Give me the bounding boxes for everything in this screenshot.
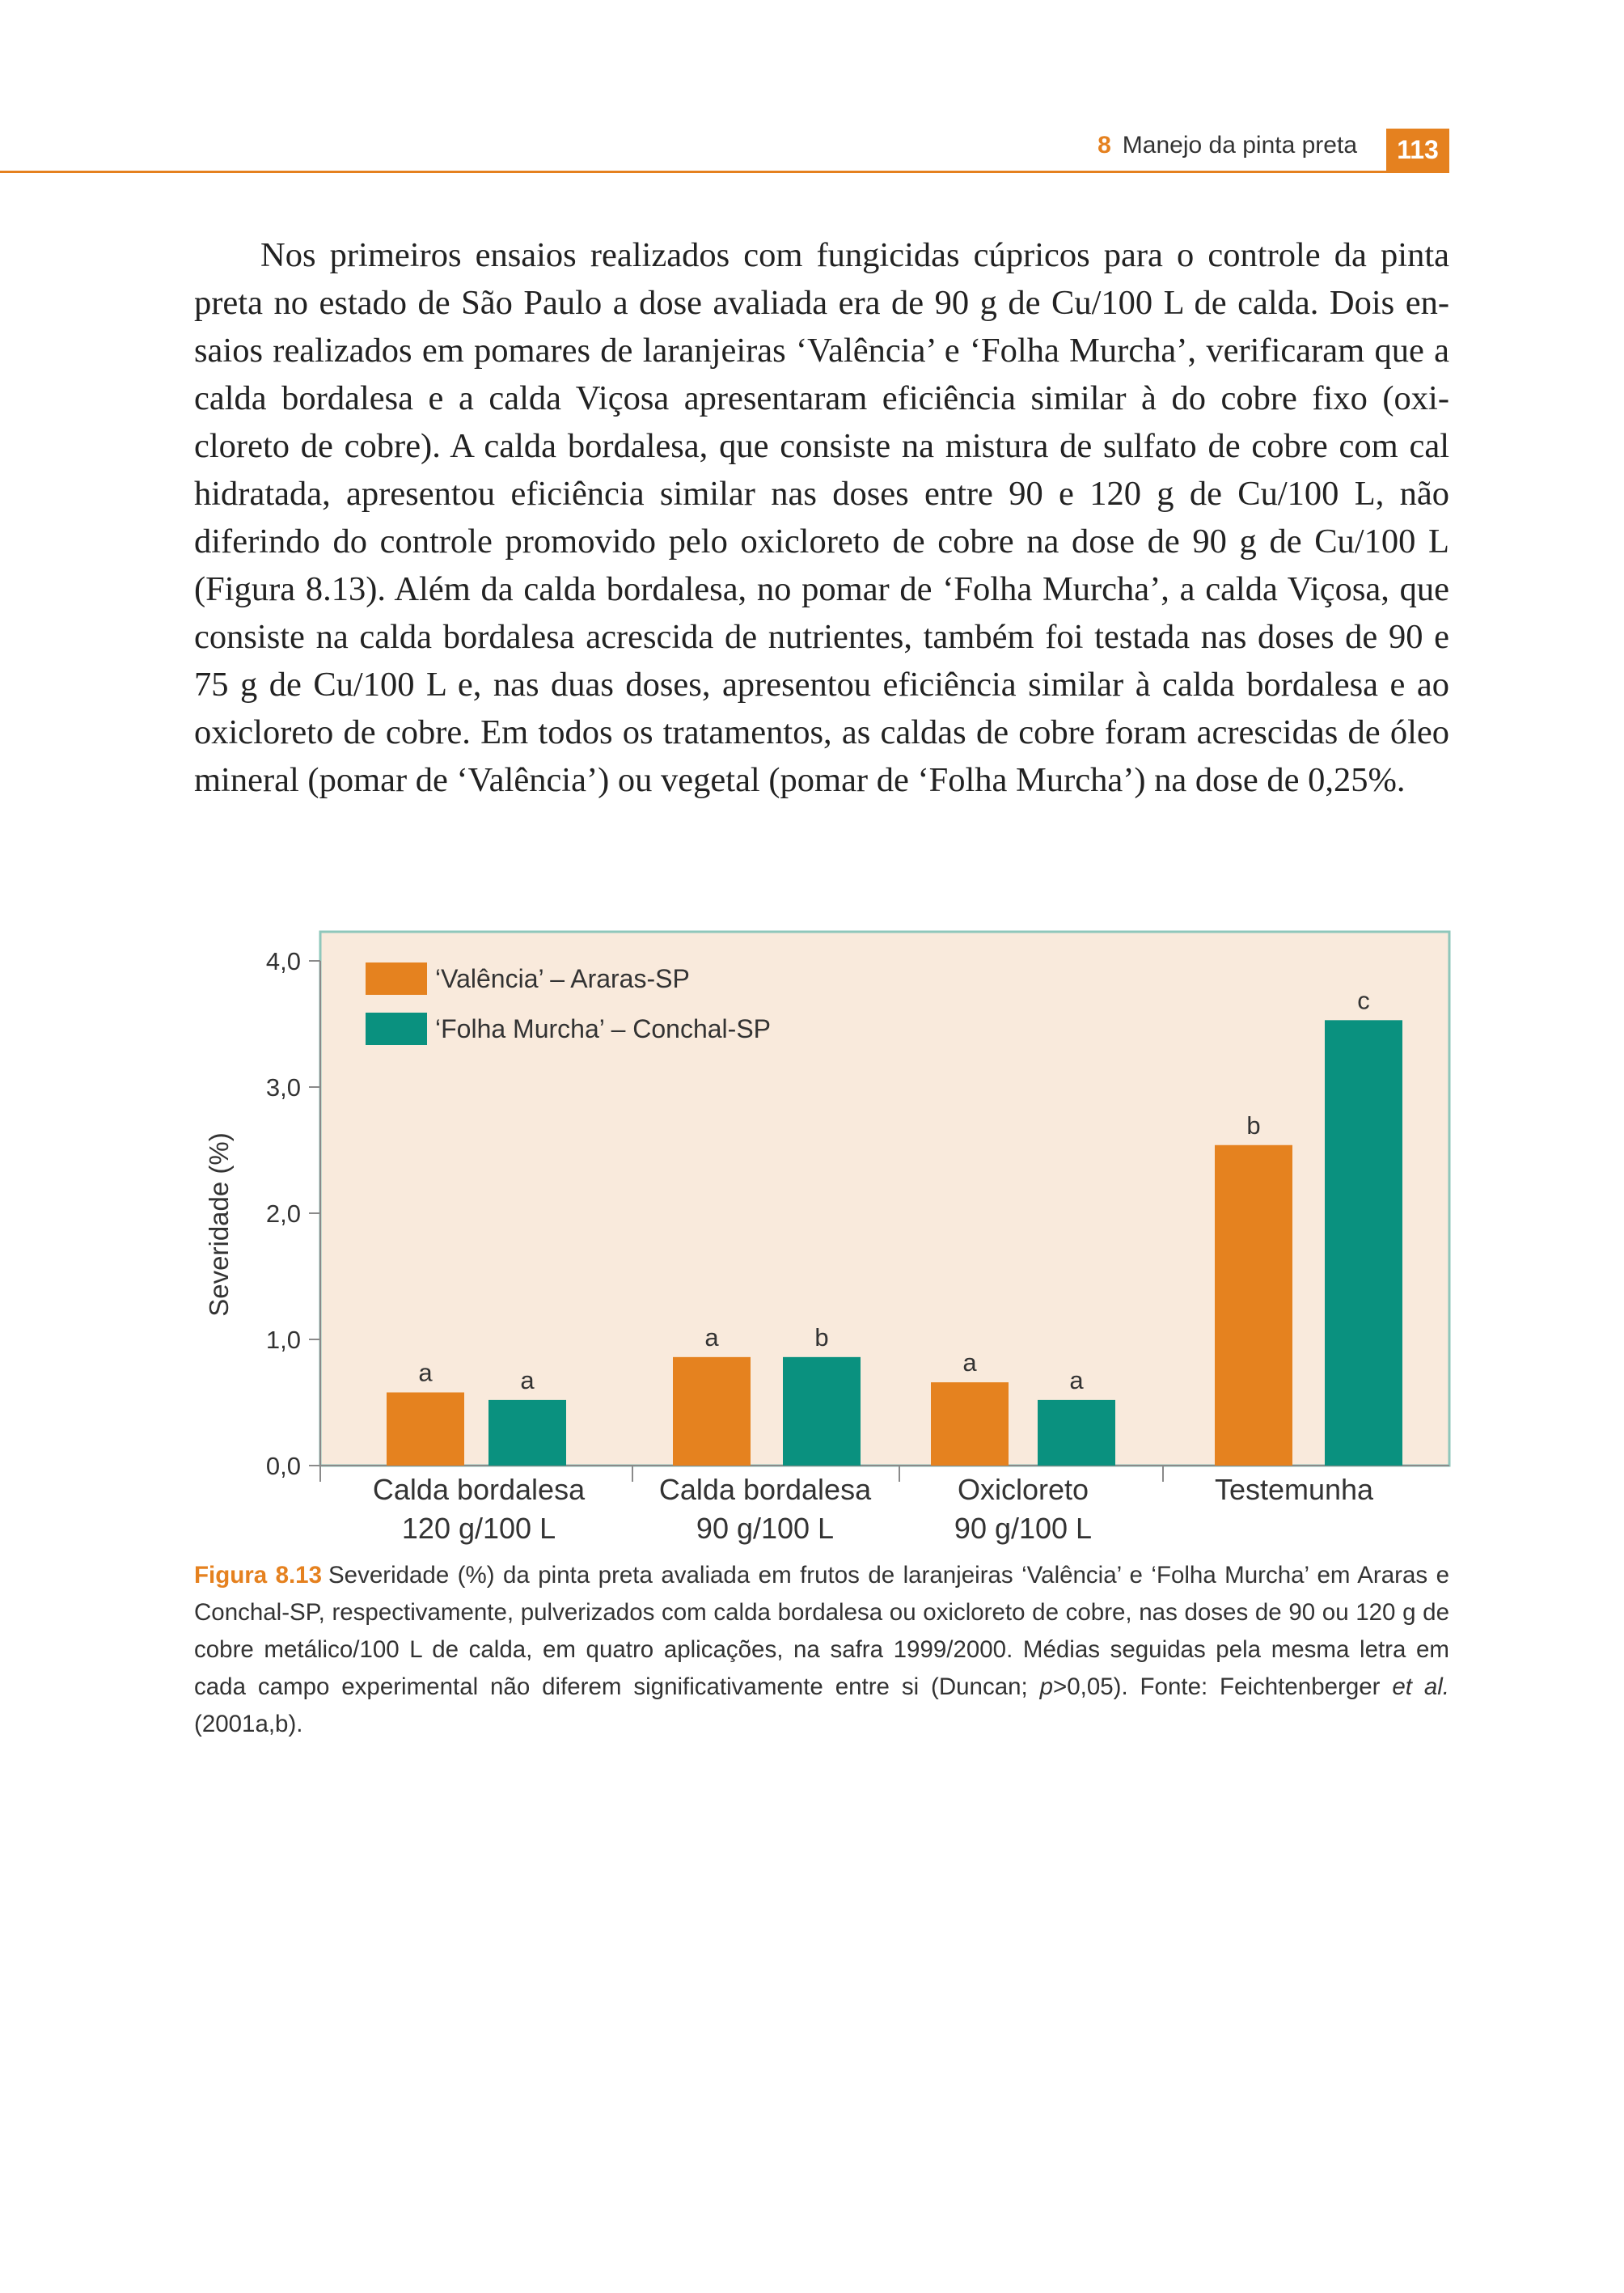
caption-text-end: (2001a,b). [194, 1711, 303, 1737]
x-category-label: Testemunha [1214, 1473, 1374, 1506]
bar-letter-label: a [962, 1348, 977, 1377]
y-tick-label: 2,0 [265, 1199, 301, 1228]
x-category-label: Calda bordalesa [372, 1473, 586, 1506]
bar-letter-label: a [520, 1365, 535, 1394]
bar-letter-label: a [1069, 1365, 1084, 1394]
bar [488, 1400, 566, 1466]
x-category-label: 90 g/100 L [954, 1512, 1093, 1545]
legend-swatch [366, 962, 427, 995]
x-category-label: 90 g/100 L [696, 1512, 835, 1545]
body-paragraph: Nos primeiros ensaios realizados com fungicidas cúpricos para o controle da pinta preta no estado de São Paulo a dose avaliada era de 90 g de Cu/100 L de calda. Dois ensaios realizados em pomares de laranjeiras ‘Valência’ e ‘Folha Murcha’, verificaram que a calda bordalesa e a calda Viçosa apresentaram eficiência similar à do cobre fixo (oxicloreto de cobre). A calda bordalesa, que consiste na mistura de sulfato de cobre com cal hidratada, apresentou eficiência similar nas doses entre 90 e 120 g de Cu/100 L, não diferindo do controle promovido pelo oxicloreto de cobre na dose de 90 g de Cu/100 L (Figura 8.13). Além da calda bordalesa, no pomar de ‘Folha Murcha’, a calda Viçosa, que consiste na calda bordalesa acrescida de nutrientes, também foi testada nas doses de 90 e 75 g de Cu/100 L e, nas duas doses, apresentou eficiência similar à calda bordalesa e ao oxicloreto de cobre. Em todos os tratamentos, as caldas de cobre foram acrescidas de óleo mineral (pomar de ‘Valência’) ou vegetal (pomar de ‘Folha Murcha’) na dose de 0,25%. [194, 236, 1449, 799]
legend-swatch [366, 1013, 427, 1045]
legend-entry: ‘Valência’ – Araras-SP [435, 964, 690, 993]
bar-letter-label: a [418, 1358, 433, 1387]
figure-caption [194, 1557, 1449, 1743]
x-category-label: Calda bordalesa [658, 1473, 872, 1506]
y-tick-label: 4,0 [265, 947, 301, 975]
caption-text-after-p: >0,05). Fonte: Feichtenberger [1053, 1673, 1393, 1700]
bar [387, 1393, 464, 1466]
bar [783, 1357, 861, 1466]
bar-letter-label: c [1357, 986, 1370, 1015]
figure-label: Figura 8.13 [194, 1562, 322, 1589]
legend-entry: ‘Folha Murcha’ – Conchal-SP [435, 1014, 771, 1043]
y-tick-label: 3,0 [265, 1073, 301, 1102]
page-number: 113 [1386, 129, 1449, 171]
y-axis-label: Severidade (%) [204, 1132, 234, 1317]
bar-letter-label: b [814, 1322, 829, 1352]
caption-text: Severidade (%) da pinta preta avaliada em frutos de laranjeiras ‘Valência’ e ‘Folha Murcha’ em Araras e Conchal-SP, respectivamente, pulverizados com calda bordalesa ou oxicloreto de cobre, nas doses de 90 ou 120 g de cobre metálico/100 L de calda, em quatro aplicações, na safra 1999/2000. Médias seguidas pela mesma letra em cada campo experimental não diferem significativamente entre si (Duncan; [194, 1562, 1449, 1700]
bar [931, 1382, 1009, 1466]
chapter-number: 8 [1097, 132, 1111, 159]
running-header-chapter [1097, 132, 1357, 159]
bar [1038, 1400, 1115, 1466]
chapter-title: Manejo da pinta preta [1122, 132, 1357, 159]
bar [1215, 1145, 1292, 1466]
caption-p-symbol: p [1039, 1673, 1053, 1700]
bar-letter-label: a [704, 1322, 719, 1352]
y-tick-label: 1,0 [265, 1326, 301, 1354]
running-header [0, 0, 1624, 178]
bar [1325, 1020, 1402, 1466]
caption-et-al: et al. [1392, 1673, 1449, 1700]
y-tick-label: 0,0 [265, 1452, 301, 1480]
bar-letter-label: b [1246, 1111, 1261, 1140]
bar [673, 1357, 751, 1466]
header-rule [0, 171, 1449, 173]
x-category-label: 120 g/100 L [401, 1512, 556, 1545]
x-category-label: Oxicloreto [957, 1473, 1089, 1506]
severity-bar-chart [0, 914, 1624, 1561]
